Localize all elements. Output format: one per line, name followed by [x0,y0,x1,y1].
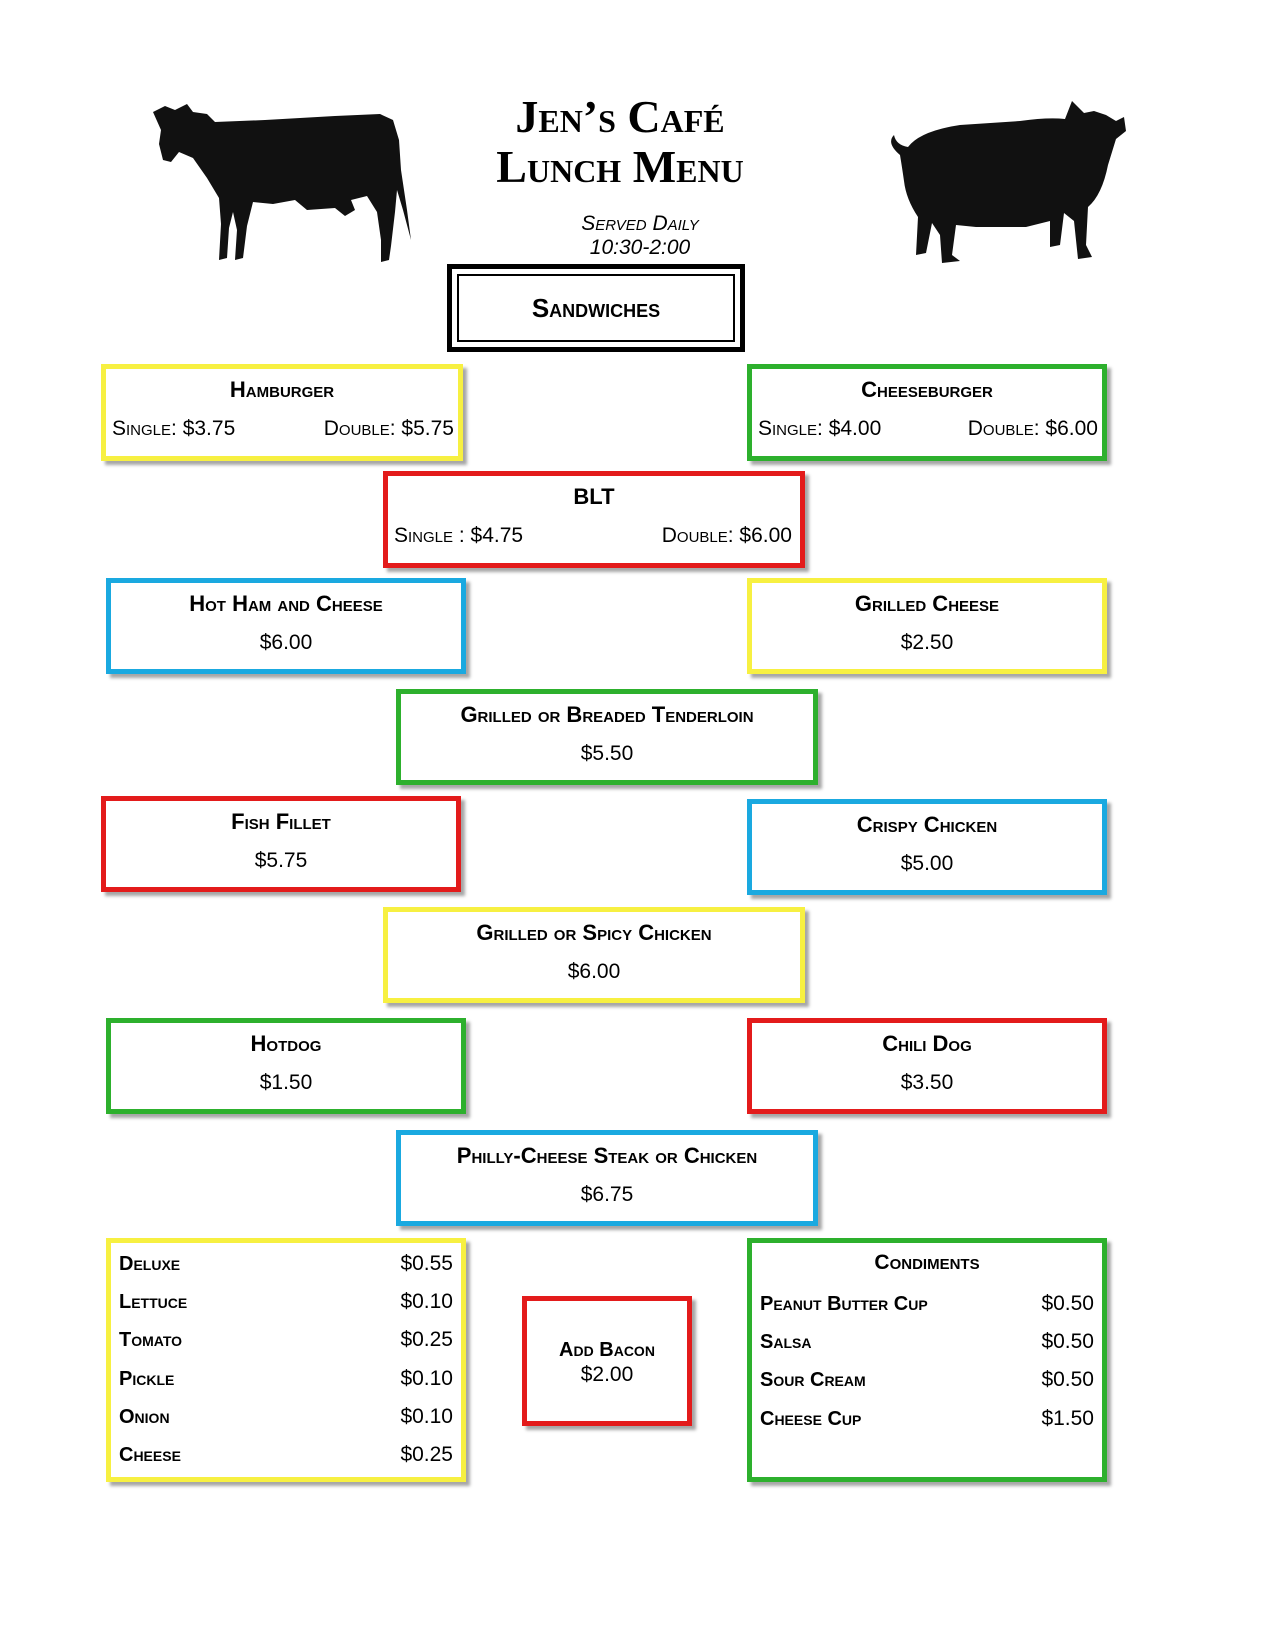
menu-item-hamburger [101,364,463,461]
extras-list [106,1238,466,1482]
condiment-name: Sour Cream [760,1368,866,1391]
menu-item-blt [383,471,805,568]
item-double-price: Double: $6.00 [661,524,792,547]
add-bacon-box [522,1296,692,1426]
extra-price: $0.10 [400,1290,453,1313]
condiments-title: Condiments [874,1251,980,1274]
list-item [119,1321,453,1359]
item-name: Grilled or Spicy Chicken [476,920,712,945]
list-item [760,1361,1094,1399]
menu-title-line2: Lunch Menu [496,141,744,192]
list-item [760,1323,1094,1361]
pig-silhouette-icon [880,95,1140,270]
item-price: $6.00 [259,631,313,654]
served-daily-label: Served Daily [581,212,699,235]
extra-name: Onion [119,1405,170,1428]
extra-name: Pickle [119,1367,175,1390]
item-name: Chili Dog [882,1031,972,1056]
item-name: Grilled or Breaded Tenderloin [460,702,754,727]
extra-price: $0.25 [400,1328,453,1351]
item-price: $3.50 [900,1071,954,1094]
condiment-name: Peanut Butter Cup [760,1292,928,1315]
item-name: Grilled Cheese [854,591,1000,616]
add-bacon-label: Add Bacon [559,1339,655,1361]
item-single-price: Single: $3.75 [112,417,236,440]
section-title: Sandwiches [457,274,735,342]
extra-price: $0.25 [400,1443,453,1466]
menu-item-cheeseburger [747,364,1107,461]
item-single-price: Single : $4.75 [394,524,524,547]
condiment-price: $0.50 [1041,1330,1094,1353]
menu-item-grilled-cheese [747,578,1107,674]
section-header-sandwiches [447,264,745,352]
menu-item-tenderloin [396,689,818,785]
item-price: $6.00 [567,960,621,983]
item-price: $6.75 [580,1183,634,1206]
list-item [119,1398,453,1436]
list-item [119,1283,453,1321]
extra-name: Cheese [119,1443,181,1466]
item-name: BLT [573,484,615,509]
item-price: $5.50 [580,742,634,765]
item-double-price: Double: $6.00 [967,417,1098,440]
item-name: Cheeseburger [861,377,993,402]
item-price: $1.50 [259,1071,313,1094]
menu-item-chili-dog [747,1018,1107,1114]
item-double-price: Double: $5.75 [323,417,454,440]
item-name: Hot Ham and Cheese [189,591,383,616]
menu-title-line1: Jen’s Café [515,91,725,142]
item-single-price: Single: $4.00 [758,417,882,440]
item-name: Fish Fillet [231,809,331,834]
item-name: Hotdog [250,1031,322,1056]
menu-item-philly-cheese-steak [396,1130,818,1226]
condiment-price: $0.50 [1041,1292,1094,1315]
extra-price: $0.55 [400,1252,453,1275]
item-price: $5.75 [254,849,308,872]
list-item [760,1285,1094,1323]
item-name: Crispy Chicken [856,812,998,837]
list-item [119,1245,453,1283]
list-item [119,1436,453,1474]
menu-item-fish-fillet [101,796,461,892]
condiment-price: $1.50 [1041,1407,1094,1430]
item-name: Hamburger [229,377,335,402]
item-price: $2.50 [900,631,954,654]
add-bacon-price: $2.00 [580,1363,634,1386]
list-item [760,1400,1094,1438]
cow-silhouette-icon [145,100,415,270]
menu-item-hot-ham-and-cheese [106,578,466,674]
menu-item-hotdog [106,1018,466,1114]
condiment-name: Salsa [760,1330,812,1353]
condiment-price: $0.50 [1041,1368,1094,1391]
menu-item-crispy-chicken [747,799,1107,895]
item-name: Philly-Cheese Steak or Chicken [456,1143,758,1168]
menu-item-grilled-or-spicy-chicken [383,907,805,1003]
extra-name: Tomato [119,1328,183,1351]
condiments-list [747,1238,1107,1482]
extra-name: Deluxe [119,1252,181,1275]
item-price: $5.00 [900,852,954,875]
list-item [119,1360,453,1398]
extra-price: $0.10 [400,1367,453,1390]
condiment-name: Cheese Cup [760,1407,862,1430]
extra-price: $0.10 [400,1405,453,1428]
served-hours: 10:30-2:00 [589,236,691,259]
extra-name: Lettuce [119,1290,188,1313]
